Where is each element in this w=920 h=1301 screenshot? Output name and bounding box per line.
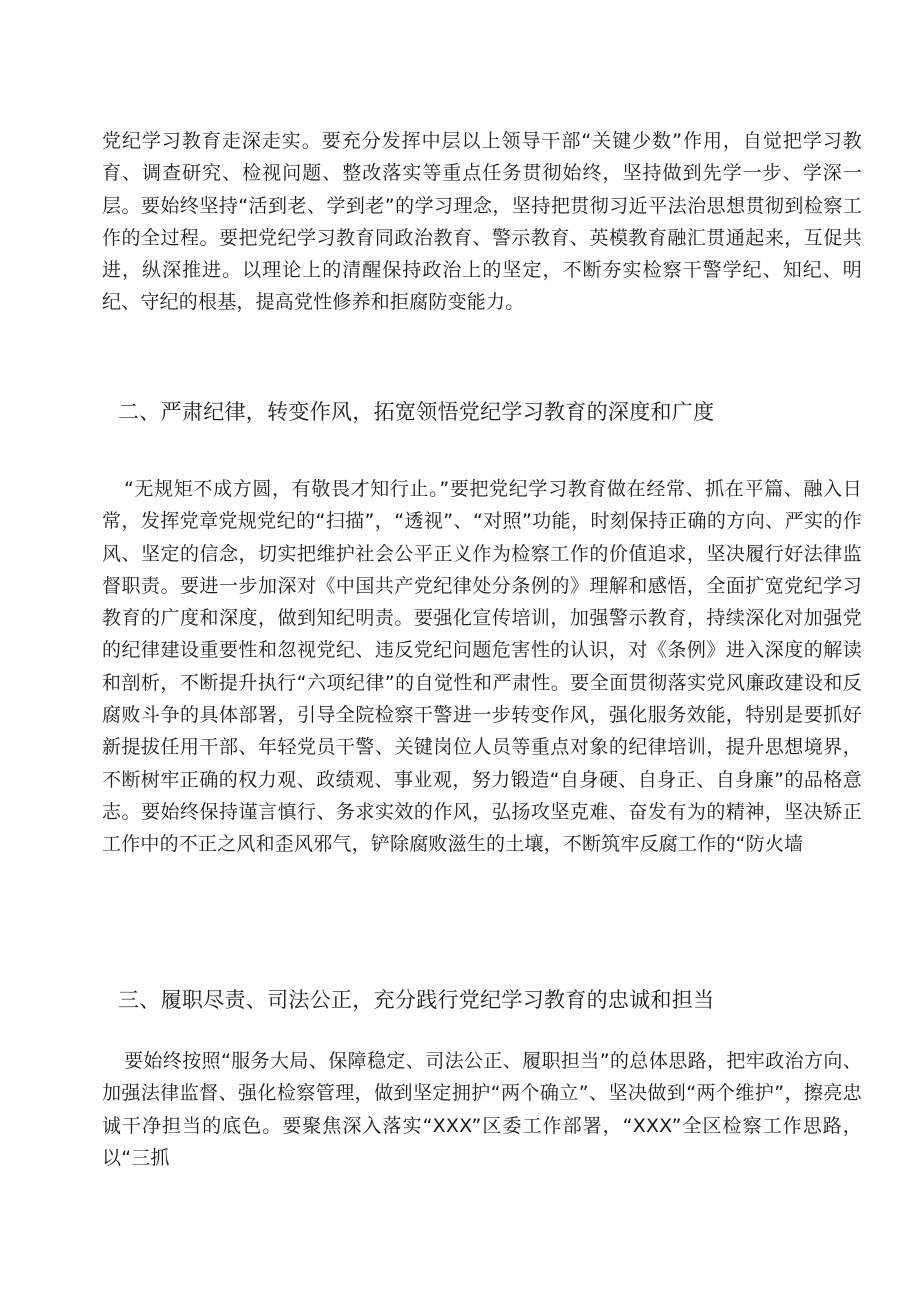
- body-paragraph: 党纪学习教育走深走实。要充分发挥中层以上领导干部“关键少数”作用，自觉把学习教育、调查研究、检视问题、整改落实等重点任务贯彻始终，坚持做到先学一步、学深一层。要始终坚持“活到老、学到老”的学习理念，坚持把贯彻习近平法治思想贯彻到检察工作的全过程。要把党纪学习教育同政治教育、警示教育、英模教育融汇贯通起来，互促共进，纵深推进。以理论上的清醒保持政治上的坚定，不断夯实检察干警学纪、知纪、明纪、守纪的根基，提高党性修养和拒腐防变能力。: [102, 130, 862, 314]
- body-paragraph: “无规矩不成方圆，有敬畏才知行止。”要把党纪学习教育做在经常、抓在平篇、融入日常，发挥党章党规党纪的“扫描”，“透视”、“对照”功能，时刻保持正确的方向、严实的作风、坚定的信念，切实把维护社会公平正义作为检察工作的价值追求，坚决履行好法律监督职责。要进一步加深对《中国共产党纪律处分条例的》理解和感悟，全面扩宽党纪学习教育的广度和深度，做到知纪明责。要强化宣传培训，加强警示教育，持续深化对加强党的纪律建设重要性和忽视党纪、违反党纪问题危害性的认识，对《条例》进入深度的解读和剖析，不断提升执行“六项纪律”的自觉性和严肃性。要全面贯彻落实党风廉政建设和反腐败斗争的具体部署，引导全院检察干警进一步转变作风，强化服务效能，特别是要抓好新提拔任用干部、年轻党员干警、关键岗位人员等重点对象的纪律培训，提升思想境界，不断树牢正确的权力观、政绩观、事业观，努力锻造“自身硬、自身正、自身廉”的品格意志。要始终保持谨言慎行、务求实效的作风，弘扬攻坚克难、奋发有为的精神，坚决矫正工作中的不正之风和歪风邪气，铲除腐败滋生的土壤，不断筑牢反腐工作的“防火墙: [102, 478, 862, 856]
- section-heading: 二、严肃纪律，转变作风，拓宽领悟党纪学习教育的深度和广度: [118, 400, 715, 424]
- body-paragraph: 要始终按照“服务大局、保障稳定、司法公正、履职担当”的总体思路，把牢政治方向、加强法律监督、强化检察管理，做到坚定拥护“两个确立”、坚决做到“两个维护”，擦亮忠诚干净担当的底色。要聚焦深入落实“XXX”区委工作部署，“XXX”全区检察工作思路，以“三抓: [102, 1050, 862, 1169]
- section-heading: 三、履职尽责、司法公正，充分践行党纪学习教育的忠诚和担当: [118, 988, 715, 1012]
